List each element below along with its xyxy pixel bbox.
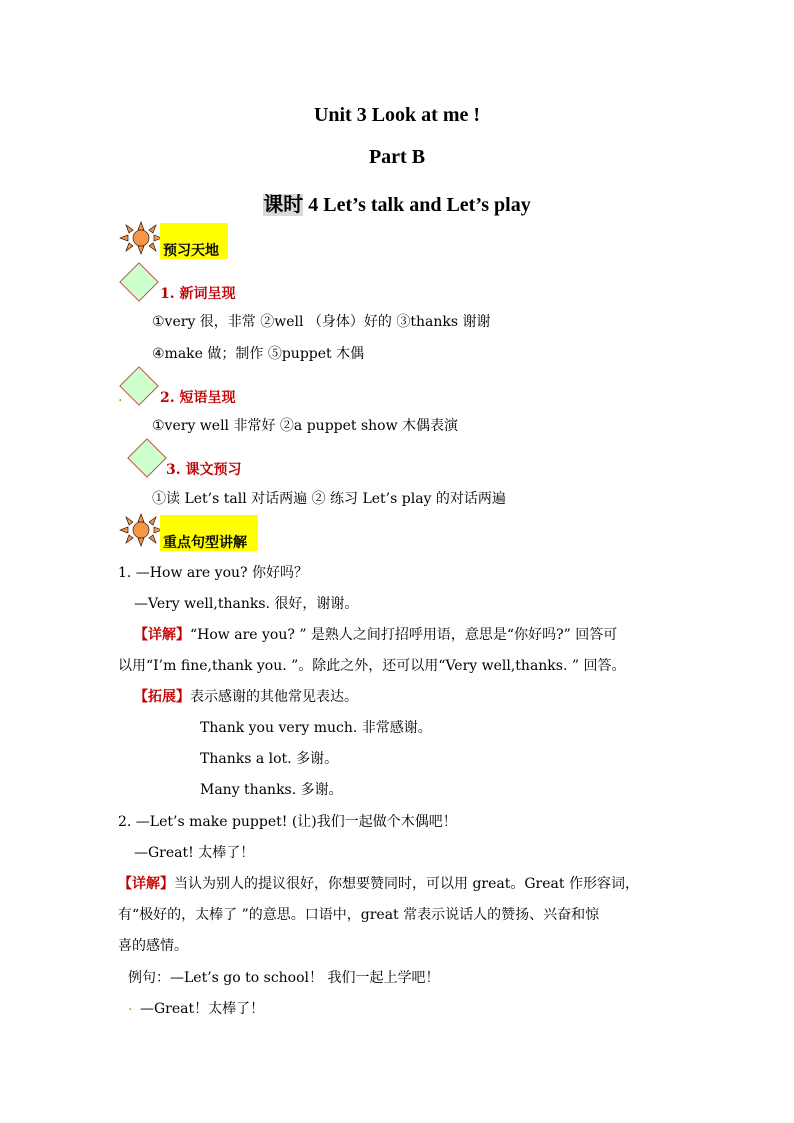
unit-title: Unit 3 Look at me ! [313, 104, 481, 126]
part-title: Part B [368, 146, 426, 168]
item1-detail-line2: 以用“I’m fine,thank you. ”。除此之外，还可以用“Very well,thanks. ” 回答。 [118, 658, 626, 674]
example-answer: —Great！太棒了！ [140, 1001, 265, 1017]
detail-text: 当认为别人的提议很好，你想要赞同时，可以用 great。Great 作形容词， [174, 876, 639, 892]
item1-answer: —Very well,thanks. 很好，谢谢。 [134, 596, 359, 612]
extension-example-2: Thanks a lot. 多谢。 [200, 751, 339, 767]
item1-question: 1. —How are you? 你好吗？ [118, 565, 308, 581]
extension-example-3: Many thanks. 多谢。 [200, 782, 343, 798]
example-question: 例句：—Let’s go to school！ 我们一起上学吧！ [128, 970, 440, 986]
diamond-icon [127, 438, 167, 478]
diamond-icon [119, 366, 159, 406]
new-words-line1: ①very 很，非常 ②well （身体）好的 ③thanks 谢谢 [152, 314, 491, 330]
new-words-line2: ④make 做；制作 ⑤puppet 木偶 [152, 346, 365, 362]
lesson-prefix: 课时 [263, 194, 304, 216]
key-heading: 重点句型讲解 [163, 535, 247, 551]
sun-icon [118, 220, 164, 256]
detail-label: 【详解】 [118, 876, 174, 892]
item2-detail-line1 [118, 873, 639, 893]
preview-heading: 预习天地 [163, 243, 219, 259]
text-preview-title: 3. 课文预习 [166, 462, 242, 478]
item1-detail-line1 [134, 624, 617, 644]
item1-extension [134, 686, 358, 706]
lesson-rest: 4 Let’s talk and Let’s play [303, 194, 531, 216]
phrases-title: 2. 短语呈现 [160, 390, 236, 406]
extension-example-1: Thank you very much. 非常感谢。 [200, 720, 432, 736]
item2-detail-line2: 有“极好的，太棒了 ”的意思。口语中，great 常表示说话人的赞扬、兴奋和惊 [118, 907, 600, 923]
new-words-title: 1. 新词呈现 [160, 286, 236, 302]
phrases-dot: . [118, 389, 123, 405]
text-preview-line1: ①读 Let’s tall 对话两遍 ② 练习 Let’s play 的对话两遍 [152, 491, 506, 507]
extension-label: 【拓展】 [134, 689, 190, 705]
phrases-line1: ①very well 非常好 ②a puppet show 木偶表演 [152, 418, 459, 434]
detail-label: 【详解】 [134, 627, 190, 643]
extension-text: 表示感谢的其他常见表达。 [190, 689, 358, 705]
lesson-title [0, 188, 794, 217]
diamond-icon [119, 262, 159, 302]
item2-question: 2. —Let’s make puppet! (让)我们一起做个木偶吧！ [118, 814, 457, 830]
item2-answer: —Great! 太棒了！ [134, 845, 255, 861]
detail-text: “How are you? ” 是熟人之间打招呼用语，意思是“你好吗?” 回答可 [190, 627, 618, 643]
example-dot: . [128, 998, 133, 1014]
sun-icon [118, 512, 164, 548]
item2-detail-line3: 喜的感情。 [118, 938, 188, 954]
